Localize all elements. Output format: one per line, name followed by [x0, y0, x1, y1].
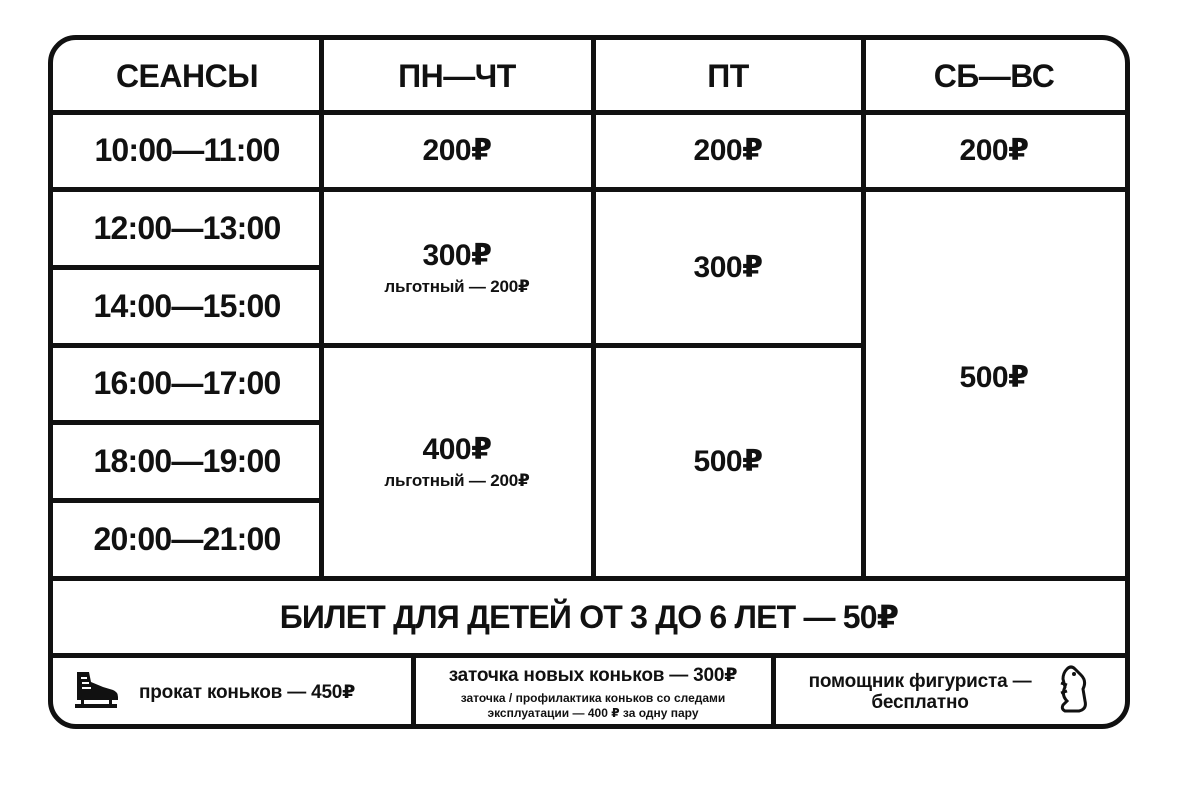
service-helper: [773, 655, 1125, 729]
skate-icon: [73, 670, 119, 715]
rental-label: прокат коньков — 450₽: [139, 681, 356, 703]
grid-line: [53, 187, 1125, 192]
grid-line: [53, 653, 1125, 658]
session-time: 14:00—15:00: [93, 287, 281, 324]
price-evening-mon-thu: 400₽: [422, 433, 492, 466]
price-morning-mon-thu: 200₽: [422, 134, 492, 167]
session-time: 18:00—19:00: [93, 442, 281, 479]
grid-line: [53, 265, 321, 270]
header-sessions: СЕАНСЫ: [115, 57, 259, 94]
sharpening-note: [461, 691, 726, 721]
discount-midday-mon-thu: льготный — 200₽: [384, 276, 530, 296]
price-midday-fri: 300₽: [693, 250, 763, 284]
session-time: 16:00—17:00: [93, 365, 281, 401]
grid-line: [53, 576, 1125, 581]
service-rental: [53, 655, 413, 729]
sharpening-label: заточка новых коньков — 300₽: [448, 664, 738, 686]
price-midday-mon-thu: 300₽: [422, 238, 492, 272]
header-mon-thu: ПН—ЧТ: [398, 57, 516, 94]
grid-line: [411, 655, 416, 729]
grid-line: [771, 655, 776, 729]
price-evening-fri: 500₽: [693, 445, 763, 478]
price-morning-sat-sun: 200₽: [959, 134, 1029, 167]
grid-line: [53, 343, 863, 348]
helper-text: [809, 671, 1032, 713]
discount-evening-mon-thu: льготный — 200₽: [384, 471, 530, 490]
header-fri: ПТ: [707, 57, 749, 94]
price-morning-fri: 200₽: [693, 134, 763, 167]
session-time: 20:00—21:00: [93, 520, 281, 557]
helper-label-line: помощник фигуриста —: [808, 671, 1032, 692]
price-evening-mon-thu-cell: [321, 345, 593, 578]
grid-line: [53, 420, 321, 425]
price-midday-mon-thu-cell: [321, 189, 593, 345]
helper-label-line: бесплатно: [871, 692, 969, 713]
grid-line: [591, 40, 596, 578]
grid-line: [319, 40, 324, 578]
price-board: [48, 35, 1130, 729]
kids-ticket: БИЛЕТ ДЛЯ ДЕТЕЙ ОТ 3 ДО 6 ЛЕТ — 50₽: [279, 598, 899, 635]
penguin-helper-icon: [1057, 665, 1089, 720]
service-sharpening: [413, 655, 773, 729]
grid-line: [861, 40, 866, 578]
price-weekend-day: 500₽: [959, 361, 1029, 394]
grid-line: [53, 110, 1125, 115]
session-time: 10:00—11:00: [94, 132, 280, 168]
sharpening-note-line: эксплуатации — 400 ₽ за одну пару: [487, 705, 699, 720]
grid-line: [53, 498, 321, 503]
header-sat-sun: СБ—ВС: [933, 57, 1055, 94]
sharpening-note-line: заточка / профилактика коньков со следами: [460, 690, 726, 705]
session-time: 12:00—13:00: [93, 209, 281, 246]
